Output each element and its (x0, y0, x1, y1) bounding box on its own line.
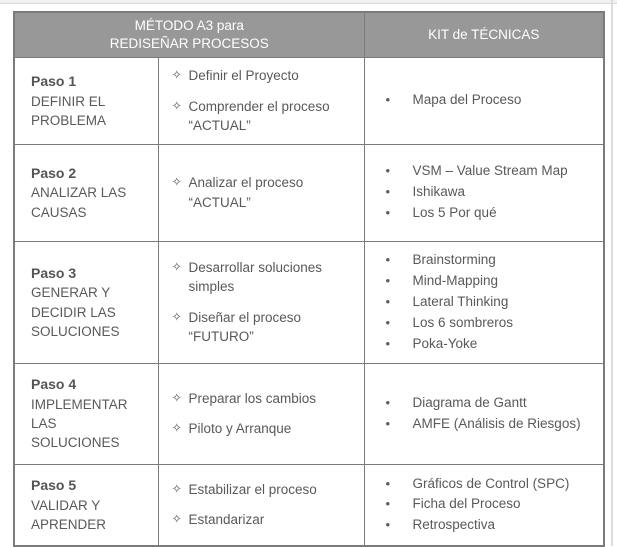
table-row-paso-5 (14, 464, 604, 546)
diamond-bullet-icon: ✧ (171, 309, 182, 324)
diamond-bullet-icon: ✧ (171, 421, 182, 436)
kit-item-text: Mapa del Proceso (412, 92, 522, 108)
dot-bullet-icon: • (385, 92, 391, 108)
kit-item (386, 203, 600, 224)
method-cell (158, 241, 364, 363)
dot-bullet-icon: • (385, 394, 391, 410)
diamond-bullet-icon: ✧ (171, 390, 182, 405)
kit-item-text: AMFE (Análisis de Riesgos) (412, 415, 581, 431)
step-cell (14, 363, 158, 464)
dot-bullet-icon: • (385, 251, 391, 267)
diamond-bullet-icon: ✧ (171, 512, 182, 527)
method-item (172, 258, 358, 297)
kit-item (386, 494, 600, 515)
method-item-text: Estabilizar el proceso (188, 481, 317, 497)
kit-item (386, 474, 600, 495)
kit-item (386, 271, 600, 292)
kit-cell (364, 464, 604, 546)
diamond-bullet-icon: ✧ (171, 175, 182, 190)
dot-bullet-icon: • (385, 517, 391, 533)
paso-title: Paso 3 (31, 264, 77, 281)
paso-title: Paso 2 (31, 164, 77, 181)
paso-title: Paso 5 (31, 476, 77, 493)
a3-method-table (13, 11, 605, 547)
kit-item (386, 414, 600, 435)
dot-bullet-icon: • (385, 293, 391, 309)
header-method-line1: MÉTODO A3 para (134, 18, 244, 34)
table-row-paso-1 (14, 58, 604, 145)
dot-bullet-icon: • (385, 496, 391, 512)
table-header-kit: KIT de TÉCNICAS (364, 12, 604, 58)
paso-label: GENERAR Y DECIDIR LAS SOLUCIONES (31, 285, 120, 339)
method-item (172, 480, 358, 500)
kit-item-text: Los 6 sombreros (412, 314, 514, 330)
paso-title: Paso 1 (31, 72, 77, 89)
method-item-text: Comprender el proceso “ACTUAL” (188, 98, 330, 134)
paso-label: VALIDAR Y APRENDER (31, 497, 107, 532)
kit-item-text: Mind-Mapping (412, 272, 499, 288)
dot-bullet-icon: • (385, 205, 391, 221)
table-row-paso-4 (14, 363, 604, 464)
page-top-edge (0, 0, 617, 4)
kit-item (386, 515, 600, 536)
table-header-row (14, 12, 604, 58)
kit-item-text: Brainstorming (412, 251, 496, 267)
dot-bullet-icon: • (385, 314, 391, 330)
paso-label: IMPLEMENTAR LAS SOLUCIONES (31, 396, 128, 451)
step-cell (14, 144, 158, 241)
kit-cell (364, 363, 604, 464)
step-cell (14, 58, 158, 145)
kit-item-text: Diagrama de Gantt (412, 394, 527, 410)
diamond-bullet-icon: ✧ (171, 259, 182, 274)
header-method-line2: REDISEÑAR PROCESOS (109, 36, 269, 51)
method-item (172, 389, 358, 409)
kit-cell (364, 144, 604, 241)
method-item-text: Desarrollar soluciones simples (188, 259, 323, 295)
method-cell (158, 58, 364, 145)
page-right-edge (611, 0, 613, 546)
method-item (172, 419, 358, 439)
kit-item-text: Gráficos de Control (SPC) (412, 475, 570, 491)
method-item-text: Piloto y Arranque (188, 421, 292, 437)
dot-bullet-icon: • (385, 415, 391, 431)
dot-bullet-icon: • (385, 272, 391, 288)
table-row-paso-2 (14, 144, 604, 241)
kit-item-text: Los 5 Por qué (412, 205, 497, 221)
method-item (172, 308, 358, 347)
method-item (172, 510, 358, 530)
paso-label: ANALIZAR LAS CAUSAS (31, 185, 127, 220)
method-item-text: Preparar los cambios (188, 390, 317, 406)
kit-cell (364, 241, 604, 363)
kit-item (386, 90, 600, 111)
kit-item-text: Ishikawa (412, 184, 466, 200)
dot-bullet-icon: • (385, 184, 391, 200)
kit-item (386, 334, 600, 355)
kit-cell (364, 58, 604, 145)
kit-item-text: Ficha del Proceso (412, 496, 521, 512)
dot-bullet-icon: • (385, 475, 391, 491)
kit-item-text: VSM – Value Stream Map (412, 163, 568, 179)
method-cell (158, 144, 364, 241)
paso-title: Paso 4 (31, 376, 77, 393)
kit-item-text: Retrospectiva (412, 517, 496, 533)
method-item-text: Analizar el proceso “ACTUAL” (188, 175, 304, 210)
method-cell (158, 464, 364, 546)
method-item-text: Definir el Proyecto (188, 68, 299, 83)
table-row-paso-3 (14, 241, 604, 363)
kit-item (386, 250, 600, 271)
kit-item (386, 313, 600, 334)
diamond-bullet-icon: ✧ (171, 68, 182, 82)
kit-item-text: Poka-Yoke (412, 335, 478, 351)
diamond-bullet-icon: ✧ (171, 481, 182, 496)
method-item (172, 173, 358, 212)
diamond-bullet-icon: ✧ (171, 98, 182, 113)
method-item (172, 66, 358, 86)
method-item (172, 97, 358, 136)
step-cell (14, 241, 158, 363)
method-item-text: Estandarizar (188, 512, 265, 528)
method-item-text: Diseñar el proceso “FUTURO” (188, 309, 302, 345)
table-header-method (14, 12, 364, 58)
dot-bullet-icon: • (385, 163, 391, 179)
kit-item-text: Lateral Thinking (412, 293, 509, 309)
kit-item (386, 393, 600, 414)
method-cell (158, 363, 364, 464)
step-cell (14, 464, 158, 546)
paso-label: DEFINIR EL PROBLEMA (31, 93, 107, 128)
dot-bullet-icon: • (385, 335, 391, 351)
kit-item (386, 161, 600, 182)
kit-item (386, 182, 600, 203)
kit-item (386, 292, 600, 313)
